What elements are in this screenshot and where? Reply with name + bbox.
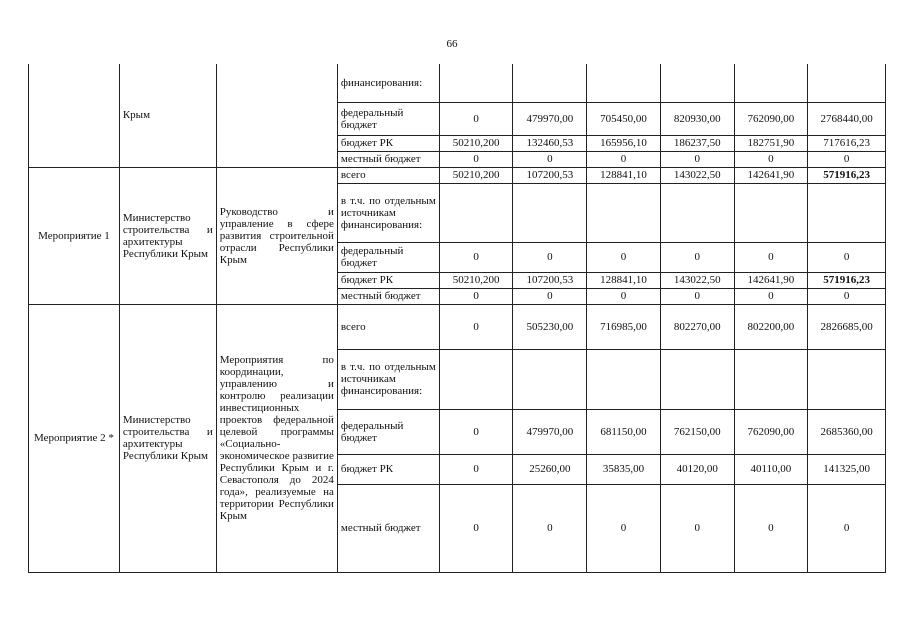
value-cell: 0 xyxy=(439,454,513,484)
value-cell: 142641,90 xyxy=(734,272,808,288)
value-cell: 40120,00 xyxy=(660,454,734,484)
value-cell: 0 xyxy=(439,151,513,167)
funding-source-label: всего xyxy=(337,167,439,183)
value-cell: 802270,00 xyxy=(660,304,734,349)
value-cell: 0 xyxy=(439,409,513,454)
total-cell: 0 xyxy=(808,288,886,304)
funding-source-label: в т.ч. по отдельным источникам финансирования: xyxy=(337,349,439,409)
value-cell: 0 xyxy=(660,242,734,272)
funding-source-label: местный бюджет xyxy=(337,484,439,572)
value-cell: 681150,00 xyxy=(587,409,661,454)
total-cell: 571916,23 xyxy=(808,272,886,288)
value-cell: 0 xyxy=(587,288,661,304)
value-cell: 820930,00 xyxy=(660,102,734,135)
total-cell: 2768440,00 xyxy=(808,102,886,135)
funding-source-label: бюджет РК xyxy=(337,454,439,484)
funding-source-label: местный бюджет xyxy=(337,151,439,167)
value-cell: 716985,00 xyxy=(587,304,661,349)
value-cell: 0 xyxy=(513,288,587,304)
value-cell: 0 xyxy=(439,102,513,135)
value-cell: 0 xyxy=(660,288,734,304)
value-cell: 479970,00 xyxy=(513,102,587,135)
value-cell: 128841,10 xyxy=(587,167,661,183)
value-cell: 143022,50 xyxy=(660,167,734,183)
funding-source-label: бюджет РК xyxy=(337,135,439,151)
value-cell: 107200,53 xyxy=(513,167,587,183)
total-cell: 2826685,00 xyxy=(808,304,886,349)
table-row xyxy=(29,64,886,102)
value-cell: 0 xyxy=(513,151,587,167)
value-cell: 50210,200 xyxy=(439,167,513,183)
value-cell: 0 xyxy=(439,304,513,349)
description-cell: Руководство и управление в сфере развития строительной отрасли Республики Крым xyxy=(216,167,337,304)
value-cell: 186237,50 xyxy=(660,135,734,151)
executor-cell: Министерство строительства и архитектуры Республики Крым xyxy=(119,167,216,304)
total-cell: 0 xyxy=(808,484,886,572)
value-cell: 0 xyxy=(439,242,513,272)
event-name-cell: Мероприятие 2 * xyxy=(29,304,120,572)
value-cell: 0 xyxy=(734,484,808,572)
value-cell: 128841,10 xyxy=(587,272,661,288)
value-cell: 762090,00 xyxy=(734,102,808,135)
funding-source-label: местный бюджет xyxy=(337,288,439,304)
value-cell: 0 xyxy=(734,288,808,304)
value-cell: 479970,00 xyxy=(513,409,587,454)
funding-source-label: финансирования: xyxy=(337,64,439,102)
total-cell: 141325,00 xyxy=(808,454,886,484)
executor-cell: Крым xyxy=(119,64,216,167)
table-row xyxy=(29,167,886,183)
total-cell: 0 xyxy=(808,151,886,167)
value-cell: 0 xyxy=(513,242,587,272)
value-cell: 182751,90 xyxy=(734,135,808,151)
budget-table xyxy=(28,64,886,573)
executor-cell: Министерство строительства и архитектуры Республики Крым xyxy=(119,304,216,572)
value-cell: 0 xyxy=(439,484,513,572)
total-cell: 2685360,00 xyxy=(808,409,886,454)
value-cell: 802200,00 xyxy=(734,304,808,349)
value-cell: 25260,00 xyxy=(513,454,587,484)
value-cell: 762090,00 xyxy=(734,409,808,454)
value-cell: 0 xyxy=(587,242,661,272)
value-cell: 165956,10 xyxy=(587,135,661,151)
value-cell: 0 xyxy=(513,484,587,572)
value-cell: 762150,00 xyxy=(660,409,734,454)
value-cell: 107200,53 xyxy=(513,272,587,288)
value-cell: 132460,53 xyxy=(513,135,587,151)
value-cell: 0 xyxy=(734,242,808,272)
funding-source-label: федеральный бюджет xyxy=(337,242,439,272)
value-cell: 143022,50 xyxy=(660,272,734,288)
value-cell: 0 xyxy=(439,288,513,304)
table-row xyxy=(29,304,886,349)
value-cell: 0 xyxy=(587,151,661,167)
funding-source-label: федеральный бюджет xyxy=(337,409,439,454)
funding-source-label: федеральный бюджет xyxy=(337,102,439,135)
page-number: 66 xyxy=(446,38,458,50)
description-cell: Мероприятия по координации, управлению и контролю реализации инвестиционных проектов федеральной целевой программы «Социально-экономическое развитие Республики Крым и г. Севастополя до 2024 года», реализуемые на территории Республики Крым xyxy=(216,304,337,572)
value-cell: 0 xyxy=(660,151,734,167)
value-cell: 705450,00 xyxy=(587,102,661,135)
total-cell: 571916,23 xyxy=(808,167,886,183)
total-cell: 0 xyxy=(808,242,886,272)
total-cell: 717616,23 xyxy=(808,135,886,151)
value-cell: 0 xyxy=(660,484,734,572)
value-cell: 40110,00 xyxy=(734,454,808,484)
value-cell: 0 xyxy=(734,151,808,167)
description-cell xyxy=(216,64,337,167)
event-name-cell: Мероприятие 1 xyxy=(29,167,120,304)
value-cell: 142641,90 xyxy=(734,167,808,183)
funding-source-label: в т.ч. по отдельным источникам финансирования: xyxy=(337,183,439,242)
funding-source-label: бюджет РК xyxy=(337,272,439,288)
value-cell: 505230,00 xyxy=(513,304,587,349)
funding-source-label: всего xyxy=(337,304,439,349)
value-cell: 50210,200 xyxy=(439,135,513,151)
value-cell: 50210,200 xyxy=(439,272,513,288)
value-cell: 0 xyxy=(587,484,661,572)
value-cell: 35835,00 xyxy=(587,454,661,484)
event-name-cell xyxy=(29,64,120,167)
